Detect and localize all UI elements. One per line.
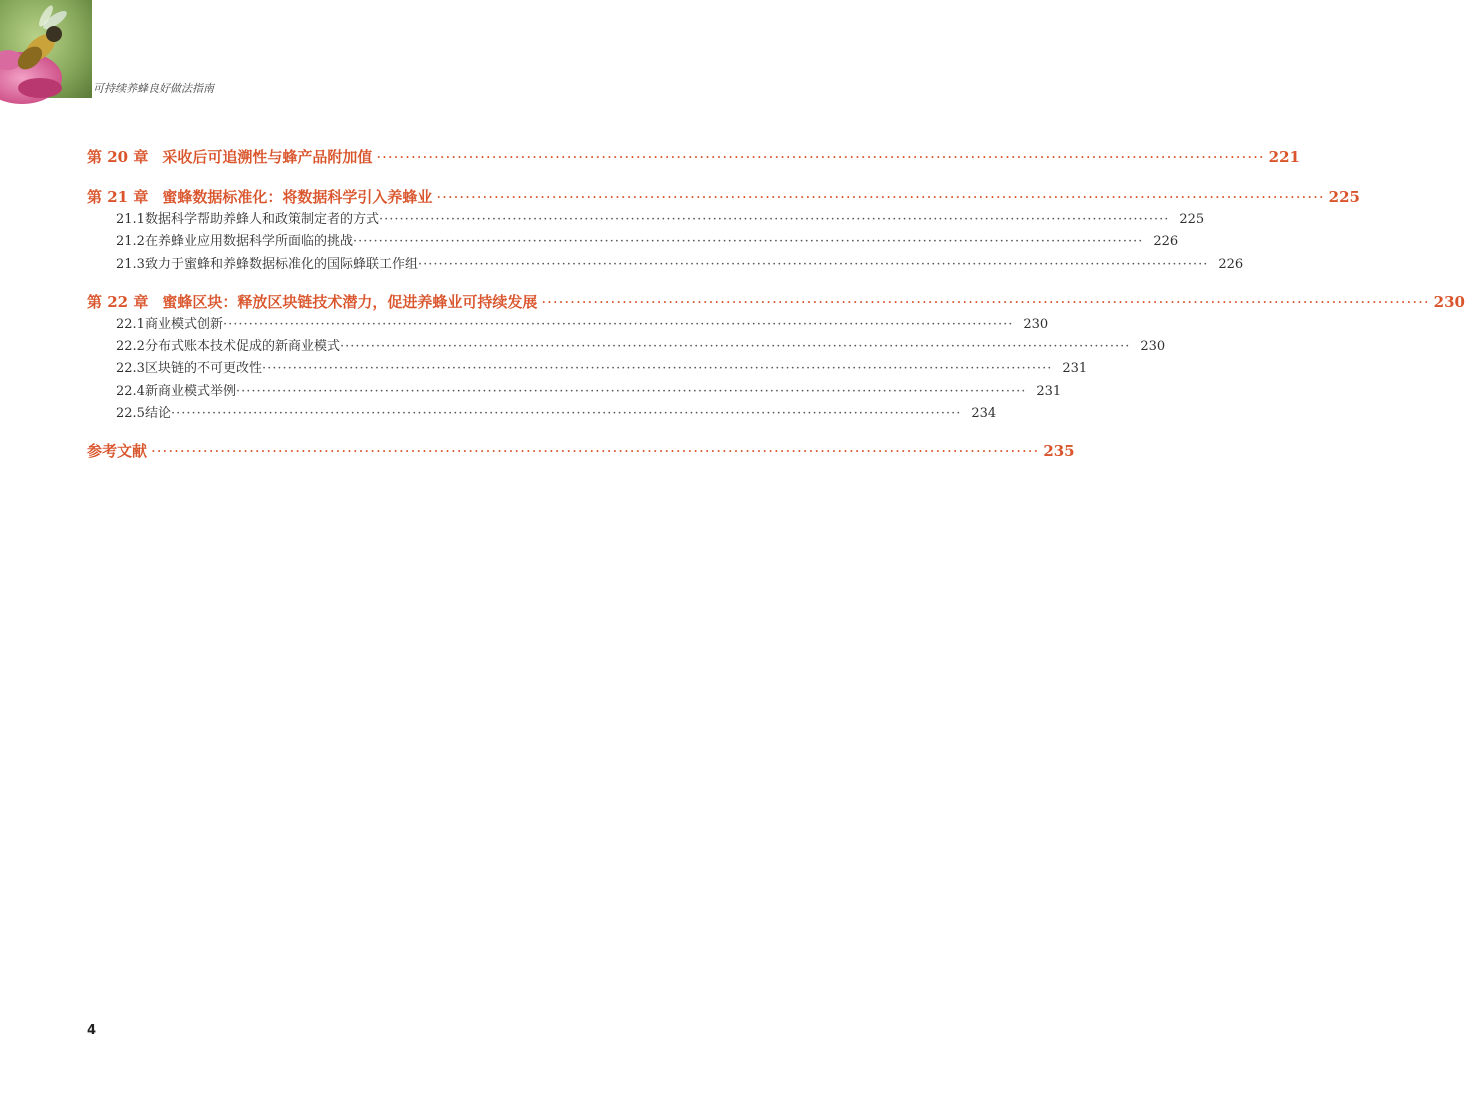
dot-leader: ·························································································································································· (417, 256, 1209, 272)
toc-section-21-2[interactable] (87, 230, 1179, 252)
section-page-number: 231 (1036, 383, 1062, 399)
section-title: 区块链的不可更改性 (144, 361, 262, 377)
section-page-number: 230 (1140, 339, 1166, 355)
toc-section-22-2[interactable] (87, 335, 1166, 357)
references-title: 参考文献 (87, 442, 148, 461)
section-number: 21.2 (116, 234, 145, 250)
chapter-page-number: 225 (1328, 188, 1360, 206)
dot-leader: ·························································································································································· (222, 316, 1014, 332)
section-page-number: 225 (1179, 212, 1205, 227)
toc-chapter-22[interactable] (87, 291, 1465, 313)
dot-leader: ·························································································································································· (261, 361, 1053, 377)
section-page-number: 226 (1218, 256, 1244, 272)
section-title: 结论 (144, 406, 171, 422)
dot-leader: ·························································································································································· (339, 339, 1131, 355)
running-header-title: 可持续养蜂良好做法指南 (93, 82, 214, 95)
toc-chapter-21[interactable] (87, 186, 1360, 208)
section-title: 商业模式创新 (144, 316, 223, 332)
references-page-number: 235 (1043, 442, 1075, 461)
section-title: 在养蜂业应用数据科学所面临的挑战 (144, 234, 353, 250)
dot-leader: ·························································································································································· (170, 406, 962, 422)
toc-section-22-3[interactable] (87, 357, 1088, 379)
section-title: 数据科学帮助养蜂人和政策制定者的方式 (144, 212, 379, 227)
toc-section-22-5[interactable] (87, 402, 997, 424)
toc-section-21-3[interactable] (87, 253, 1244, 275)
section-number: 22.4 (116, 383, 145, 399)
section-number: 22.1 (116, 316, 145, 332)
dot-leader: ·························································································································································· (151, 442, 1040, 461)
toc-chapter-20[interactable] (87, 146, 1300, 168)
table-of-contents (87, 146, 1465, 462)
chapter-title: 采收后可追溯性与蜂产品附加值 (162, 148, 373, 166)
chapter-page-number: 230 (1433, 292, 1465, 311)
dot-leader: ·························································································································································· (376, 148, 1265, 166)
section-number: 21.3 (116, 256, 145, 272)
section-title: 新商业模式举例 (144, 383, 236, 399)
chapter-page-number: 221 (1268, 148, 1300, 166)
toc-references[interactable] (87, 440, 1075, 462)
section-page-number: 234 (971, 406, 997, 422)
section-page-number: 226 (1153, 234, 1179, 250)
toc-section-22-4[interactable] (87, 380, 1062, 402)
bee-on-flower-icon (0, 0, 92, 98)
section-number: 22.2 (116, 339, 145, 355)
chapter-title: 蜜蜂数据标准化：将数据科学引入养蜂业 (162, 188, 433, 206)
section-number: 22.5 (116, 406, 145, 422)
section-title: 分布式账本技术促成的新商业模式 (144, 339, 340, 355)
dot-leader: ·························································································································································· (436, 188, 1325, 206)
dot-leader: ·························································································································································· (378, 212, 1170, 227)
page-number: 4 (87, 1023, 97, 1038)
dot-leader: ·························································································································································· (352, 234, 1144, 250)
section-number: 21.1 (116, 212, 145, 227)
chapter-title: 蜜蜂区块：释放区块链技术潜力，促进养蜂业可持续发展 (162, 292, 538, 311)
chapter-number: 第 20 章 (87, 148, 149, 166)
dot-leader: ·························································································································································· (541, 292, 1430, 311)
section-page-number: 231 (1062, 361, 1088, 377)
toc-section-21-1[interactable] (87, 208, 1205, 230)
chapter-number: 第 22 章 (87, 292, 149, 311)
section-number: 22.3 (116, 361, 145, 377)
section-title: 致力于蜜蜂和养蜂数据标准化的国际蜂联工作组 (144, 256, 418, 272)
chapter-number: 第 21 章 (87, 188, 149, 206)
section-page-number: 230 (1023, 316, 1049, 332)
toc-section-22-1[interactable] (87, 313, 1049, 335)
bee-photo-graphic (0, 0, 92, 98)
dot-leader: ·························································································································································· (235, 383, 1027, 399)
